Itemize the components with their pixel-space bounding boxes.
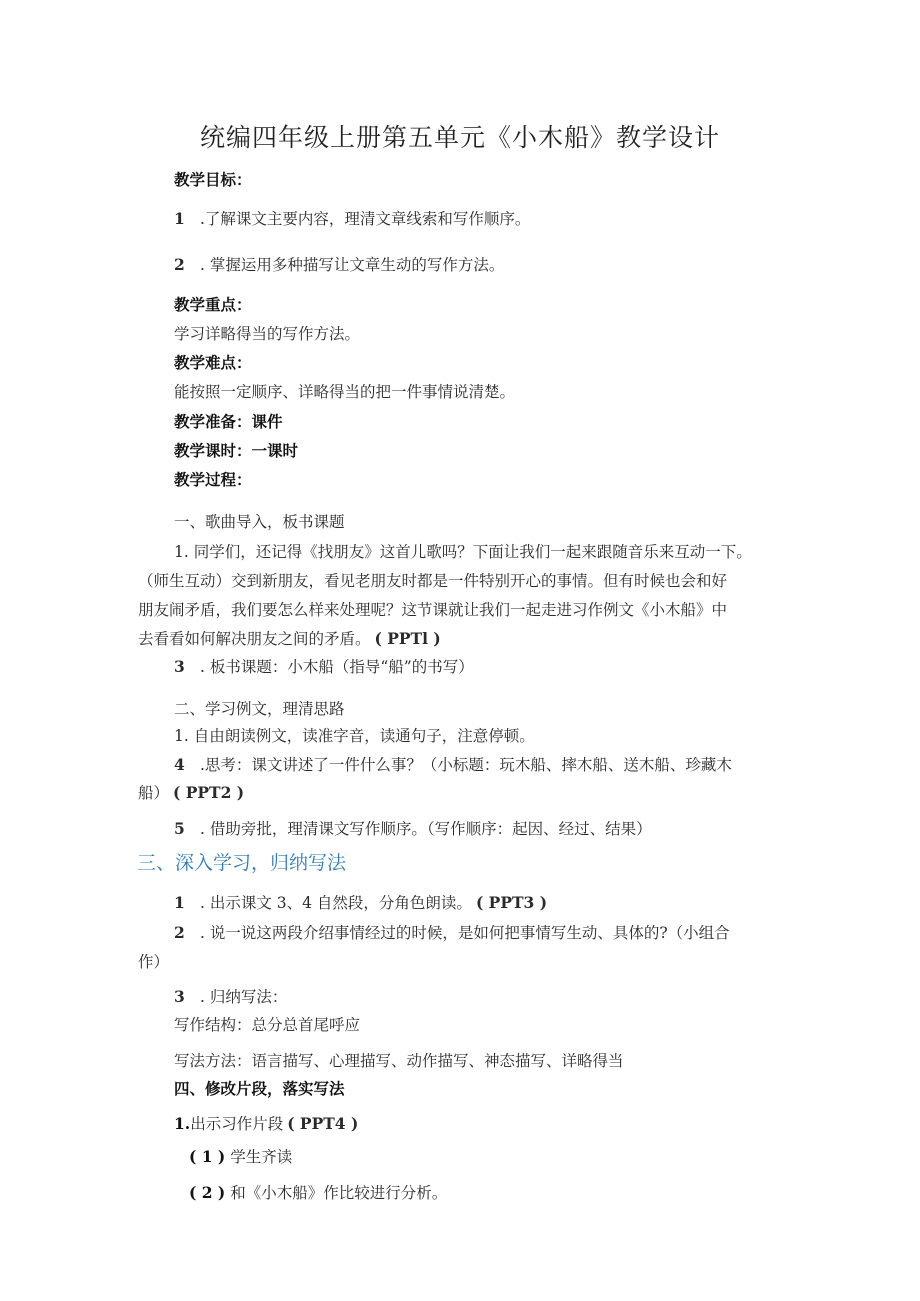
goal-item-1-text: .了解课文主要内容，理清文章线索和写作顺序。 [200, 210, 531, 228]
section-1-item-3 [174, 655, 474, 677]
section-4-sub-item-2-text: 和《小木船》作比较进行分析。 [230, 1184, 448, 1202]
document-title: 统编四年级上册第五单元《小木船》教学设计 [199, 123, 720, 152]
ppt1-reference: ( PPTl ) [374, 629, 441, 648]
goal-item-2 [174, 253, 504, 275]
section-2-item-4-number: 4 [174, 755, 185, 774]
section-1-item-3-text: . 板书课题：小木船（指导“船”的书写） [200, 658, 474, 676]
section-2-item-4-text: .思考：课文讲述了一件什么事？（小标题：玩木船、摔木船、送木船、珍藏木 [200, 756, 732, 774]
section-4-item-1-text: 出示习作片段 [190, 1115, 284, 1133]
section-3-item-2-line-1 [174, 921, 730, 943]
section-1-heading: 一、歌曲导入，板书课题 [174, 513, 345, 531]
section-2-heading: 二、学习例文，理清思路 [174, 700, 345, 718]
section-1-paragraph-line-1: 1. 同学们，还记得《找朋友》这首儿歌吗？下面让我们一起来跟随音乐来互动一下。 [174, 543, 752, 561]
key-points-label: 教学重点： [174, 296, 252, 314]
section-2-paragraph-1: 1. 自由朗读例文，读准字音，读通句子，注意停顿。 [174, 727, 535, 745]
section-3-item-1-number: 1 [174, 893, 185, 912]
section-2-item-4-line-2-text: 船） [138, 784, 170, 802]
section-3-item-2-number: 2 [174, 923, 185, 942]
goal-item-2-number: 2 [174, 255, 185, 274]
section-1-paragraph-line-3: 朋友闹矛盾，我们要怎么样来处理呢？这节课就让我们一起走进习作例文《小木船》中 [138, 601, 728, 619]
key-points-text: 学习详略得当的写作方法。 [174, 325, 361, 343]
section-4-sub-item-1-text: 学生齐读 [230, 1148, 293, 1166]
process-label: 教学过程： [174, 471, 252, 489]
duration-line: 教学课时：一课时 [174, 442, 299, 460]
section-2-item-5-number: 5 [174, 819, 185, 838]
section-2-item-4-line-2 [138, 781, 244, 803]
section-3-item-3-number: 3 [174, 987, 185, 1006]
ppt3-reference: ( PPT3 ) [475, 893, 548, 912]
section-1-paragraph-line-4 [138, 627, 441, 649]
preparation-line: 教学准备：课件 [174, 413, 283, 431]
ppt2-reference: ( PPT2 ) [173, 783, 245, 802]
section-3-item-1 [174, 891, 547, 913]
writing-structure-line: 写作结构：总分总首尾呼应 [174, 1016, 361, 1034]
section-4-heading: 四、修改片段，落实写法 [174, 1080, 345, 1098]
writing-methods-line: 写法方法：语言描写、心理描写、动作描写、神态描写、详略得当 [174, 1052, 624, 1070]
section-2-item-5 [174, 817, 652, 839]
section-4-item-1-number: 1. [174, 1114, 191, 1133]
goals-label: 教学目标： [174, 171, 252, 189]
section-3-item-3 [174, 985, 287, 1007]
goal-item-1-number: 1 [174, 209, 185, 228]
section-1-paragraph-line-2: （师生互动）交到新朋友，看见老朋友时都是一件特别开心的事情。但有时候也会和好 [138, 572, 728, 590]
section-1-paragraph-line-4-text: 去看看如何解决朋友之间的矛盾。 [138, 630, 371, 648]
section-4-sub-item-1-number: ( 1 ) [189, 1147, 226, 1166]
section-1-item-3-number: 3 [174, 657, 185, 676]
section-3-item-2-text: . 说一说这两段介绍事情经过的时候，是如何把事情写生动、具体的?（小组合 [200, 924, 730, 942]
section-4-sub-item-2 [189, 1181, 447, 1203]
difficulties-label: 教学难点： [174, 354, 252, 372]
section-2-item-4-line-1 [174, 753, 732, 775]
section-3-item-1-text: . 出示课文 3、4 自然段，分角色朗读。 [200, 894, 472, 912]
section-4-sub-item-1 [189, 1145, 292, 1167]
ppt4-reference: ( PPT4 ) [287, 1114, 359, 1133]
goal-item-1 [174, 207, 530, 229]
section-3-heading: 三、深入学习，归纳写法 [137, 852, 347, 874]
section-3-item-2-line-2: 作） [138, 953, 170, 971]
section-4-item-1 [174, 1112, 358, 1134]
goal-item-2-text: . 掌握运用多种描写让文章生动的写作方法。 [200, 256, 505, 274]
section-2-item-5-text: . 借助旁批，理清课文写作顺序。（写作顺序：起因、经过、结果） [200, 820, 652, 838]
section-4-sub-item-2-number: ( 2 ) [189, 1183, 226, 1202]
difficulties-text: 能按照一定顺序、详略得当的把一件事情说清楚。 [174, 383, 516, 401]
section-3-item-3-text: . 归纳写法： [200, 988, 288, 1006]
